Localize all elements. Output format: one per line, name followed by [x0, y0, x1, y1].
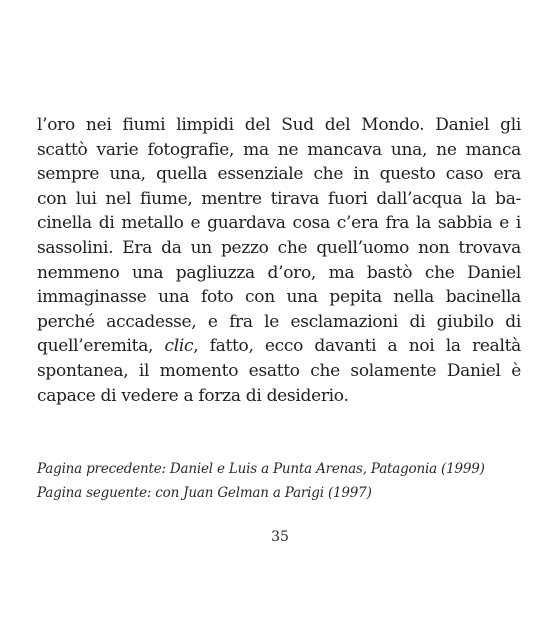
- paragraph-line: immaginasse una foto con una pepita nella bacinella: [37, 287, 521, 308]
- paragraph-line-with-italic: [37, 334, 521, 359]
- caption-previous-page: Pagina precedente: Daniel e Luis a Punta Arenas, Patagonia (1999): [37, 461, 485, 477]
- paragraph-line: cinella di metallo e guardava cosa c’era fra la sabbia e i: [37, 213, 521, 234]
- line-segment: , fatto, ecco davanti a noi la realtà: [193, 336, 522, 357]
- paragraph-line: con lui nel fiume, mentre tirava fuori dall’acqua la ba-: [37, 188, 521, 209]
- body-paragraph: [37, 113, 521, 408]
- paragraph-line: nemmeno una pagliuzza d’oro, ma bastò che Daniel: [37, 262, 521, 283]
- italic-word: clic: [164, 336, 194, 357]
- photo-captions: [37, 457, 521, 505]
- paragraph-line: l’oro nei fiumi limpidi del Sud del Mondo. Daniel gli: [37, 115, 521, 135]
- paragraph-line: sempre una, quella essenziale che in questo caso era: [37, 164, 521, 185]
- page-number: 35: [271, 529, 289, 545]
- caption-next-page: Pagina seguente: con Juan Gelman a Parigi (1997): [37, 485, 372, 501]
- paragraph-line: sassolini. Era da un pezzo che quell’uomo non trovava: [37, 237, 521, 258]
- paragraph-last-line: capace di vedere a forza di desiderio.: [37, 385, 349, 406]
- line-segment: quell’eremita,: [37, 336, 165, 357]
- paragraph-line: spontanea, il momento esatto che solamente Daniel è: [37, 360, 521, 381]
- paragraph-line: scattò varie fotografie, ma ne mancava una, ne manca: [37, 139, 521, 160]
- paragraph-line: perché accadesse, e fra le esclamazioni di giubilo di: [37, 311, 521, 332]
